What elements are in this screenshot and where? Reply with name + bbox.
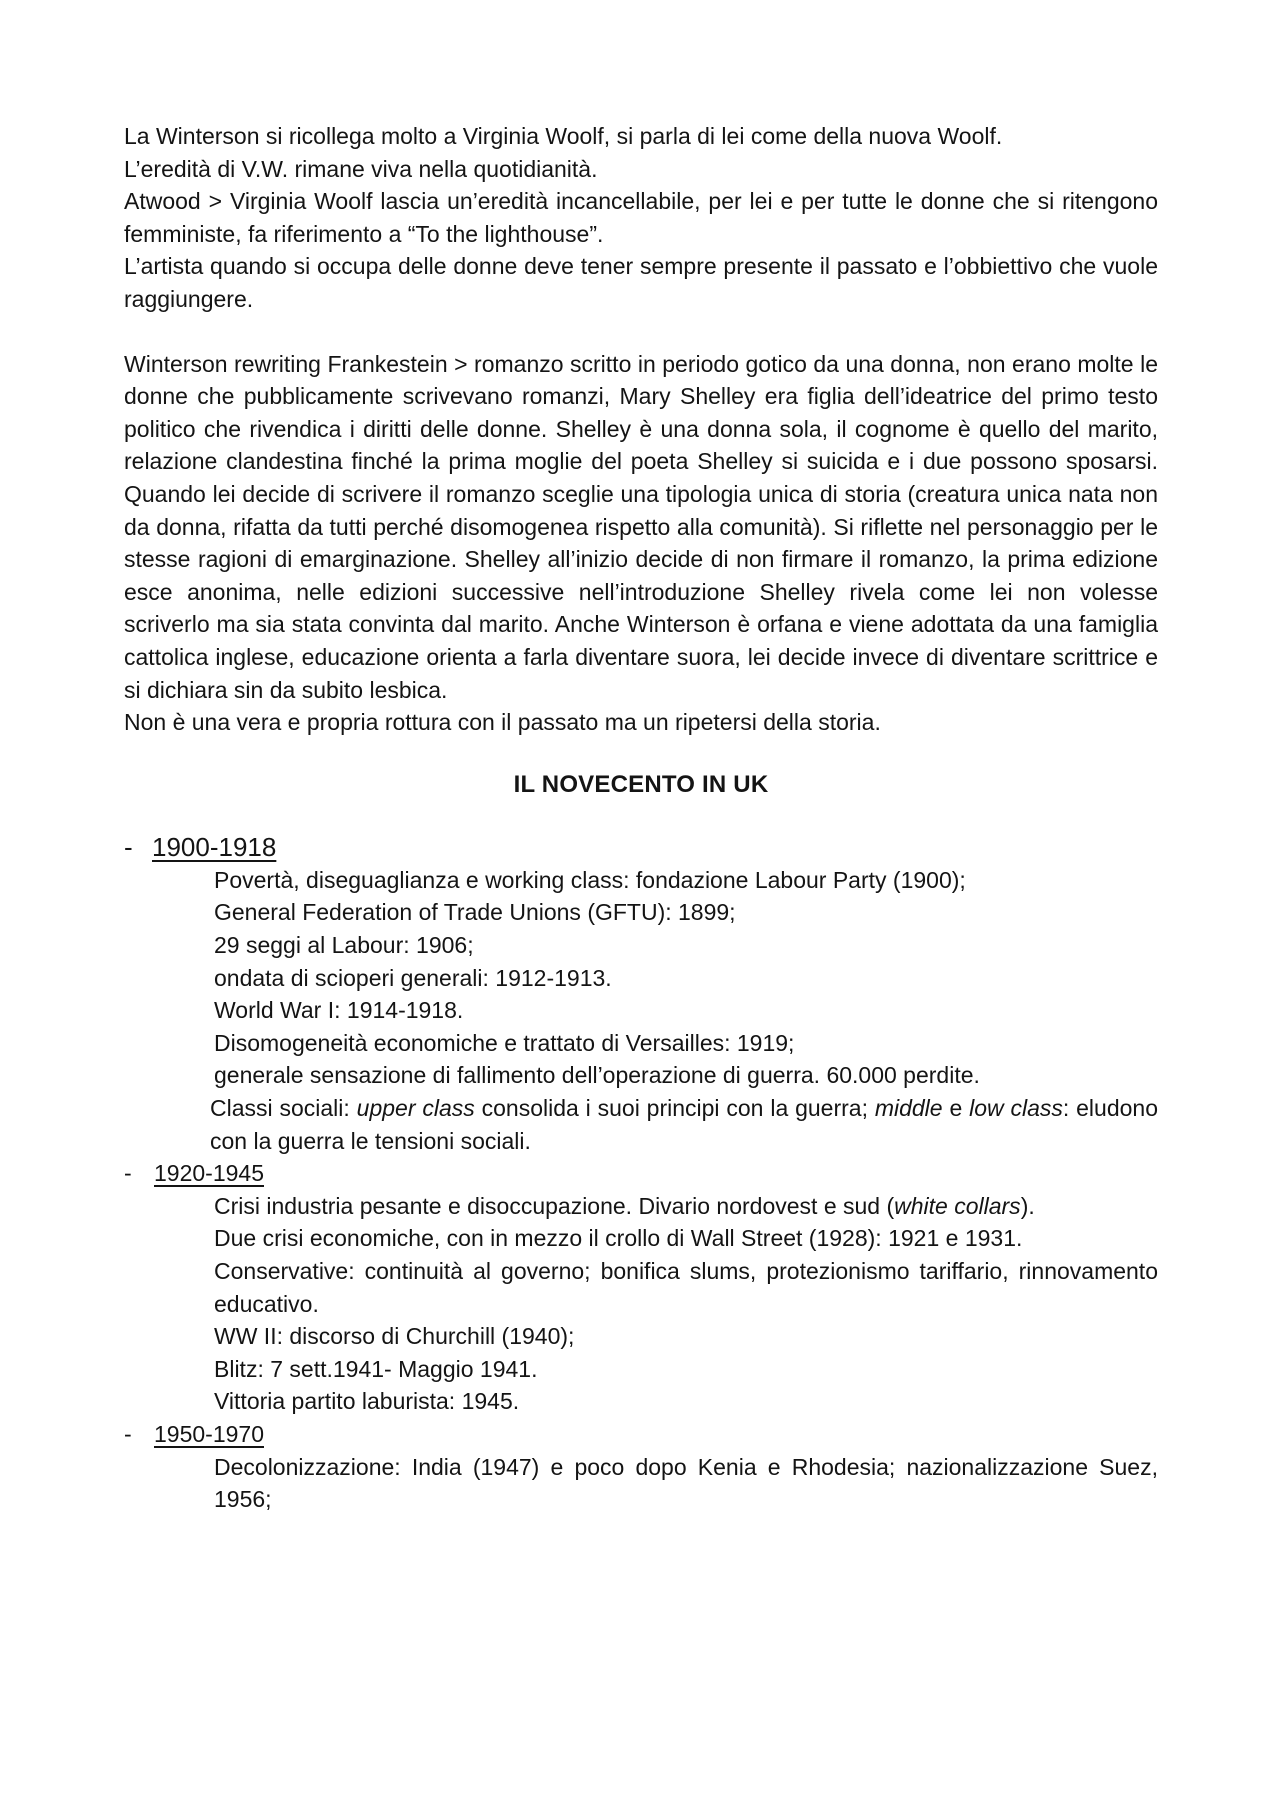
list-item: Vittoria partito laburista: 1945. bbox=[214, 1388, 520, 1415]
list-item: ondata di scioperi generali: 1912-1913. bbox=[214, 964, 612, 991]
list-item: generale sensazione di fallimento dell’operazione di guerra. 60.000 perdite. bbox=[214, 1062, 980, 1089]
period-heading bbox=[124, 1418, 1158, 1451]
list-item: Blitz: 7 sett.1941- Maggio 1941. bbox=[214, 1355, 538, 1382]
dash-bullet: - bbox=[124, 1160, 132, 1187]
text-line: La Winterson si ricollega molto a Virginia Woolf, si parla di lei come della nuova Woolf. bbox=[124, 123, 1003, 149]
section-title: IL NOVECENTO IN UK bbox=[513, 770, 769, 798]
period-items bbox=[124, 864, 1158, 1092]
list-item: Due crisi economiche, con in mezzo il crollo di Wall Street (1928): 1921 e 1931. bbox=[214, 1225, 1023, 1252]
period-heading bbox=[124, 831, 1158, 864]
period-label: 1900-1918 bbox=[152, 832, 277, 863]
list-item: Povertà, diseguaglianza e working class: fondazione Labour Party (1900); bbox=[214, 866, 966, 893]
text-line: Atwood > Virginia Woolf lascia un’eredità incancellabile, per lei e per tutte le donne che si ritengono femministe, fa riferimento a “To the lighthouse”. bbox=[124, 188, 1158, 247]
period-heading bbox=[124, 1157, 1158, 1190]
dash-bullet: - bbox=[124, 1420, 132, 1447]
period-label: 1920-1945 bbox=[154, 1160, 264, 1187]
period-items bbox=[124, 1190, 1158, 1418]
list-item: General Federation of Trade Unions (GFTU): 1899; bbox=[214, 899, 736, 926]
list-item: Classi sociali: upper class consolida i suoi principi con la guerra; middle e low class: eludono con la guerra le tensioni sociali. bbox=[210, 1095, 1158, 1154]
list-item: World War I: 1914-1918. bbox=[214, 997, 464, 1024]
intro-paragraph-1 bbox=[124, 120, 1158, 316]
list-item: Conservative: continuità al governo; bonifica slums, protezionismo tariffario, rinnovamento educativo. bbox=[214, 1258, 1158, 1317]
list-item: Disomogeneità economiche e trattato di Versailles: 1919; bbox=[214, 1029, 795, 1056]
list-item: Decolonizzazione: India (1947) e poco dopo Kenia e Rhodesia; nazionalizzazione Suez, 1956; bbox=[214, 1453, 1158, 1513]
period-1920-1945 bbox=[124, 1157, 1158, 1418]
intro-paragraph-2: Winterson rewriting Frankestein > romanzo scritto in periodo gotico da una donna, non erano molte le donne che pubblicamente scrivevano romanzi, Mary Shelley era figlia dell’ideatrice del primo testo politico che rivendica i diritti delle donne. Shelley è una donna sola, il cognome è quello del marito, relazione clandestina finché la prima moglie del poeta Shelley si suicida e i due possono sposarsi. Quando lei decide di scrivere il romanzo sceglie una tipologia unica di storia (creatura unica nata non da donna, rifatta da tutti perché disomogenea rispetto alla comunità). Si riflette nel personaggio per le stesse ragioni di emarginazione. Shelley all’inizio decide di non firmare il romanzo, la prima edizione esce anonima, nelle edizioni successive nell’introduzione Shelley rivela come lei non volesse scriverlo ma sia stata convinta dal marito. Anche Winterson è orfana e viene adottata da una famiglia cattolica inglese, educazione orienta a farla diventare suora, lei decide invece di diventare scrittrice e si dichiara sin da subito lesbica. bbox=[124, 350, 1158, 703]
period-items bbox=[124, 1451, 1158, 1516]
list-item: 29 seggi al Labour: 1906; bbox=[214, 932, 474, 959]
text-line: L’eredità di V.W. rimane viva nella quotidianità. bbox=[124, 155, 598, 182]
period-1900-1918 bbox=[124, 831, 1158, 1157]
text-line: L’artista quando si occupa delle donne deve tener sempre presente il passato e l’obbiettivo che vuole raggiungere. bbox=[124, 253, 1158, 312]
paragraph-gap bbox=[124, 316, 1158, 348]
list-item: WW II: discorso di Churchill (1940); bbox=[214, 1323, 575, 1350]
period-label: 1950-1970 bbox=[154, 1420, 264, 1447]
list-item: Crisi industria pesante e disoccupazione. Divario nordovest e sud (white collars). bbox=[214, 1192, 1035, 1219]
social-classes-note bbox=[124, 1092, 1158, 1157]
period-1950-1970 bbox=[124, 1418, 1158, 1516]
dash-bullet: - bbox=[124, 832, 133, 863]
intro-paragraph-3: Non è una vera e propria rottura con il passato ma un ripetersi della storia. bbox=[124, 709, 881, 736]
